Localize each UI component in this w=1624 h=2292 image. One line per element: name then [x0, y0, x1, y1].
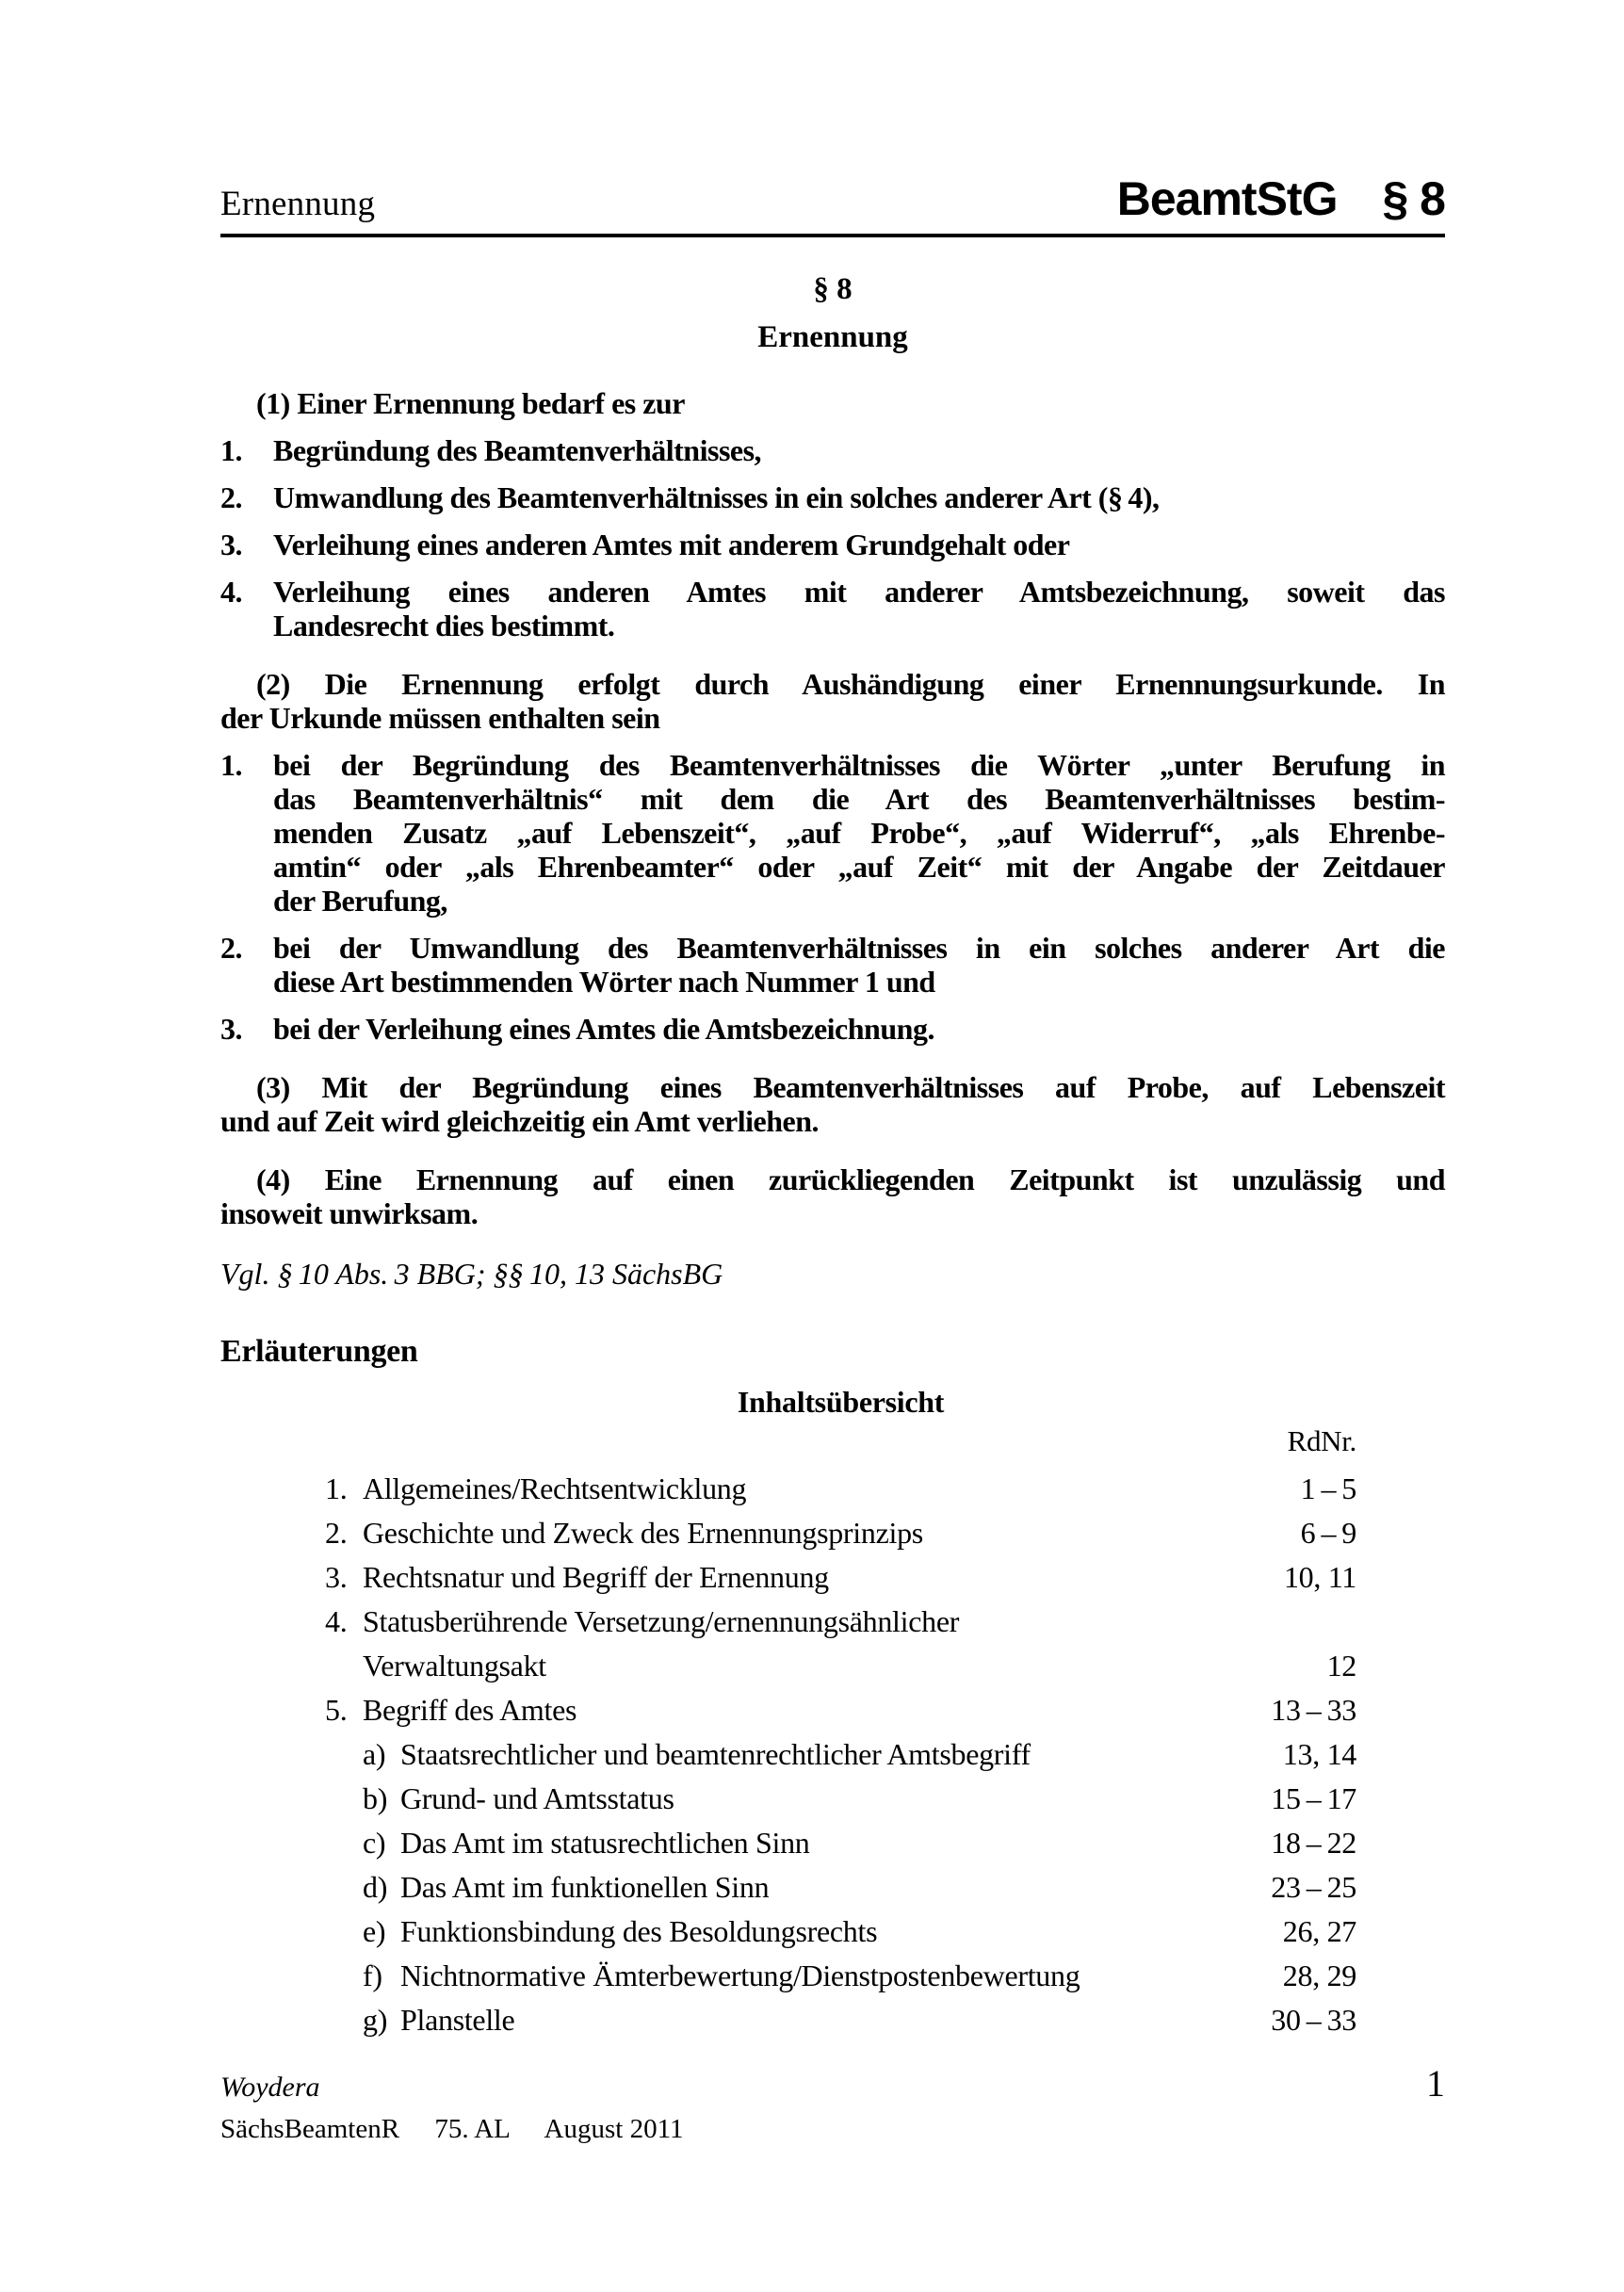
- item-number: 3.: [220, 1012, 242, 1046]
- toc-entry-rdnr: 30 – 33: [1271, 2003, 1356, 2037]
- item-number: 1.: [220, 433, 242, 467]
- running-head-right: [1117, 171, 1445, 226]
- toc-label-line: Statusberührende Versetzung/ernennungsähnlicher: [363, 1604, 960, 1638]
- reference-note: [220, 1257, 1445, 1291]
- text-line: Umwandlung des Beamtenverhältnisses in ein solches anderer Art (§ 4),: [273, 480, 1160, 514]
- text-line: bei der Umwandlung des Beamtenverhältnisses in ein solches anderer Art die: [273, 931, 1445, 965]
- footer-supplement: 75. AL: [434, 2114, 511, 2144]
- toc-label-line: Verwaltungsakt: [363, 1649, 546, 1682]
- toc-entry-label: [363, 1467, 1301, 1511]
- toc-entry-rdnr: 13 – 33: [1271, 1693, 1356, 1727]
- toc-entry-label: [400, 1865, 1271, 1910]
- text-line: Verleihung eines anderen Amtes mit anderer Amtsbezeichnung, soweit das: [273, 575, 1445, 609]
- toc-entry-marker: 1.: [325, 1471, 348, 1505]
- toc-label-line: Das Amt im funktionellen Sinn: [400, 1870, 770, 1904]
- toc-entry-label: [400, 1777, 1271, 1821]
- toc-column-header: RdNr.: [1287, 1424, 1356, 1457]
- toc-entry-marker: 2.: [325, 1516, 348, 1550]
- item-number: 2.: [220, 480, 242, 514]
- text-line: Vgl. § 10 Abs. 3 BBG; §§ 10, 13 SächsBG: [220, 1257, 723, 1291]
- toc-entry-rdnr: 26, 27: [1282, 1914, 1356, 1948]
- toc-entry-marker: g): [363, 2003, 388, 2037]
- toc-entry-marker: 3.: [325, 1560, 348, 1594]
- toc-entry-label: [363, 1688, 1271, 1732]
- law-list-item: [220, 433, 1445, 467]
- text-line: (1) Einer Ernennung bedarf es zur: [256, 386, 685, 420]
- running-head: [220, 171, 1445, 226]
- text-line: der Urkunde müssen enthalten sein: [220, 701, 660, 735]
- footer-work-title: SächsBeamtenR: [220, 2114, 400, 2144]
- text-line: bei der Begründung des Beamtenverhältnisses die Wörter „unter Berufung in: [273, 748, 1445, 782]
- toc-label-line: Das Amt im statusrechtlichen Sinn: [400, 1826, 810, 1860]
- norm-name: Ernennung: [757, 320, 908, 354]
- footer-row-1: [220, 2061, 1445, 2108]
- law-list-item: [220, 1012, 1445, 1046]
- toc-sub-entry: [325, 1998, 1356, 2042]
- toc-entry-label: [363, 1511, 1301, 1555]
- toc-sub-entry: [325, 1865, 1356, 1910]
- text-line: und auf Zeit wird gleichzeitig ein Amt verliehen.: [220, 1104, 819, 1138]
- toc-label-line: Rechtsnatur und Begriff der Ernennung: [363, 1560, 829, 1594]
- toc-entry-label: [400, 1732, 1283, 1777]
- text-line: Begründung des Beamtenverhältnisses,: [273, 433, 762, 467]
- text-line: Landesrecht dies bestimmt.: [273, 609, 615, 642]
- toc-entry-rdnr: 10, 11: [1283, 1560, 1356, 1594]
- text-line: (4) Eine Ernennung auf einen zurückliegenden Zeitpunkt ist unzulässig und: [256, 1162, 1445, 1196]
- running-head-law-code: BeamtStG: [1116, 172, 1338, 225]
- page-footer: [220, 2061, 1445, 2148]
- toc-entry-label: [400, 1910, 1283, 1954]
- toc-entry-label: [400, 1954, 1283, 1998]
- toc-entry: [325, 1688, 1356, 1732]
- toc-entry-rdnr: 15 – 17: [1271, 1781, 1356, 1815]
- norm-title: [220, 266, 1445, 362]
- toc-label-line: Planstelle: [400, 2003, 515, 2037]
- item-number: 2.: [220, 931, 242, 965]
- toc-entry-rdnr: 12: [1326, 1649, 1356, 1682]
- toc-entry: [325, 1511, 1356, 1555]
- text-line: bei der Verleihung eines Amtes die Amtsbezeichnung.: [273, 1012, 934, 1046]
- toc-entry-rdnr: 28, 29: [1282, 1959, 1356, 1992]
- toc-entry-marker: f): [363, 1959, 382, 1992]
- commentary-heading: Erläuterungen: [220, 1334, 418, 1369]
- table-of-contents: [325, 1383, 1356, 2042]
- toc-entry-rdnr: 1 – 5: [1300, 1471, 1356, 1505]
- law-paragraph: [220, 386, 1445, 420]
- toc-entry-marker: c): [363, 1826, 386, 1860]
- footer-date: August 2011: [544, 2114, 684, 2144]
- text-line: Verleihung eines anderen Amtes mit anderem Grundgehalt oder: [273, 528, 1070, 561]
- text-line: (2) Die Ernennung erfolgt durch Aushändigung einer Ernennungsurkunde. In: [256, 667, 1445, 701]
- toc-sub-entry: [325, 1777, 1356, 1821]
- toc-label-line: Grund- und Amtsstatus: [400, 1781, 674, 1815]
- law-list-item: [220, 748, 1445, 918]
- toc-sub-entry: [325, 1732, 1356, 1777]
- footer-row-2: [220, 2110, 1445, 2148]
- toc-entry-marker: d): [363, 1870, 388, 1904]
- toc-entry: [325, 1467, 1356, 1511]
- law-text: [220, 386, 1445, 1291]
- running-head-left-title: Ernennung: [220, 185, 376, 223]
- toc-label-line: Nichtnormative Ämterbewertung/Dienstpostenbewertung: [400, 1959, 1080, 1992]
- law-paragraph: [220, 667, 1445, 735]
- toc-entry: [325, 1555, 1356, 1600]
- text-line: der Berufung,: [273, 884, 447, 918]
- item-number: 4.: [220, 575, 242, 609]
- text-line: (3) Mit der Begründung eines Beamtenverhältnisses auf Probe, auf Lebenszeit: [256, 1070, 1445, 1104]
- law-list-item: [220, 575, 1445, 642]
- text-line: insoweit unwirksam.: [220, 1196, 479, 1230]
- text-line: diese Art bestimmenden Wörter nach Nummer 1 und: [273, 965, 935, 999]
- toc-label-line: Begriff des Amtes: [363, 1693, 577, 1727]
- header-divider: [220, 234, 1445, 237]
- toc-entry-marker: b): [363, 1781, 388, 1815]
- text-line: amtin“ oder „als Ehrenbeamter“ oder „auf Zeit“ mit der Angabe der Zeitdauer: [273, 850, 1445, 884]
- norm-section-number: § 8: [813, 272, 853, 306]
- toc-entry-label: [363, 1600, 1327, 1688]
- law-paragraph: [220, 1162, 1445, 1230]
- law-list-item: [220, 480, 1445, 514]
- toc-sub-entry: [325, 1910, 1356, 1954]
- toc-entry-rdnr: 23 – 25: [1271, 1870, 1356, 1904]
- toc-label-line: Geschichte und Zweck des Ernennungsprinzips: [363, 1516, 923, 1550]
- toc-entry-label: [363, 1555, 1284, 1600]
- toc-entry-rdnr: 6 – 9: [1300, 1516, 1356, 1550]
- toc-label-line: Allgemeines/Rechtsentwicklung: [363, 1471, 747, 1505]
- toc-entry-label: [400, 1998, 1271, 2042]
- page-number: 1: [1426, 2062, 1445, 2105]
- toc-entry-marker: 5.: [325, 1693, 348, 1727]
- toc-list: [325, 1467, 1356, 2042]
- toc-entry-marker: e): [363, 1914, 386, 1948]
- toc-sub-entry: [325, 1954, 1356, 1998]
- law-list-item: [220, 528, 1445, 561]
- toc-entry-marker: a): [363, 1737, 386, 1771]
- law-paragraph: [220, 1070, 1445, 1138]
- toc-title: Inhaltsübersicht: [737, 1385, 945, 1419]
- running-head-section-number: § 8: [1382, 172, 1445, 225]
- toc-entry-marker: 4.: [325, 1604, 348, 1638]
- footer-author: Woydera: [220, 2072, 320, 2103]
- law-list-item: [220, 931, 1445, 999]
- toc-entry: [325, 1600, 1356, 1688]
- item-number: 3.: [220, 528, 242, 561]
- toc-label-line: Funktionsbindung des Besoldungsrechts: [400, 1914, 878, 1948]
- item-number: 1.: [220, 748, 242, 782]
- toc-entry-label: [400, 1821, 1271, 1865]
- toc-sub-entry: [325, 1821, 1356, 1865]
- text-line: das Beamtenverhältnis“ mit dem die Art des Beamtenverhältnisses bestim-: [273, 782, 1445, 816]
- toc-entry-rdnr: 18 – 22: [1271, 1826, 1356, 1860]
- toc-label-line: Staatsrechtlicher und beamtenrechtlicher Amtsbegriff: [400, 1737, 1031, 1771]
- toc-entry-rdnr: 13, 14: [1282, 1737, 1356, 1771]
- text-line: menden Zusatz „auf Lebenszeit“, „auf Probe“, „auf Widerruf“, „als Ehrenbe-: [273, 816, 1445, 850]
